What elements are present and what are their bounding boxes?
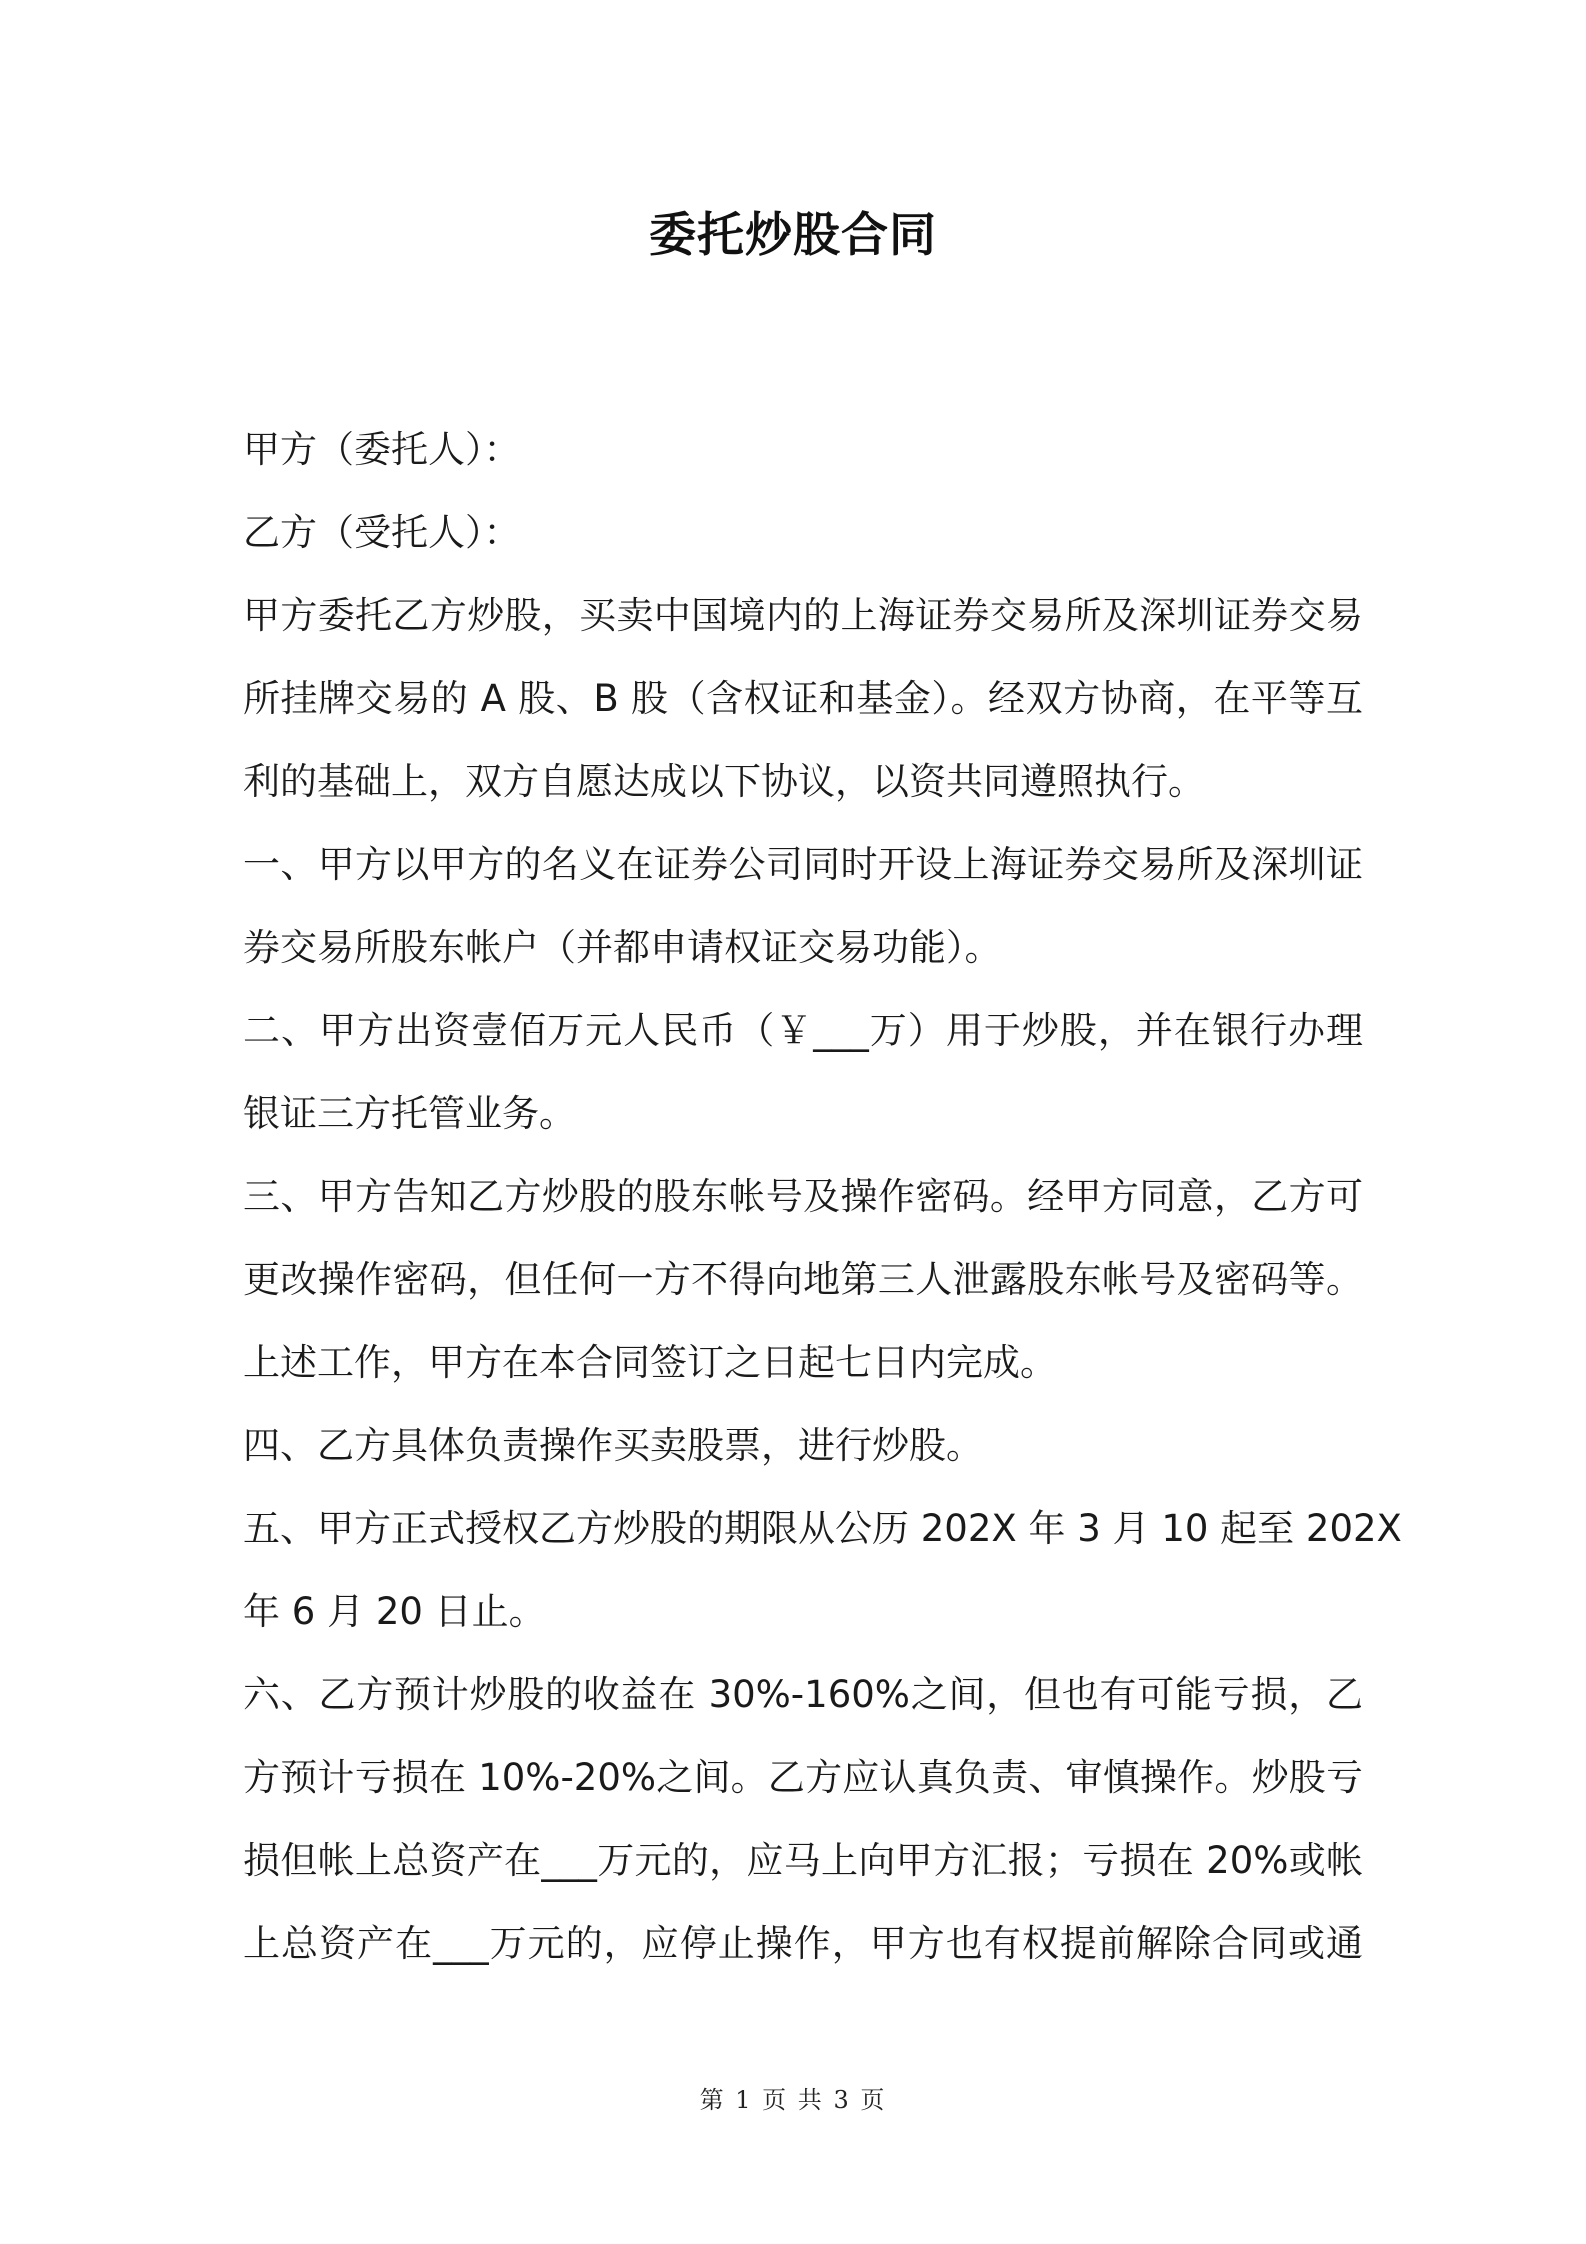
text-line: 损但帐上总资产在___万元的，应马上向甲方汇报；亏损在 20%或帐 — [243, 1839, 1363, 1882]
document-body — [243, 408, 1402, 1985]
text-line: 利的基础上，双方自愿达成以下协议，以资共同遵照执行。 — [243, 760, 1205, 803]
text-line: 银证三方托管业务。 — [243, 1092, 576, 1135]
text-line: 四、乙方具体负责操作买卖股票，进行炒股。 — [243, 1424, 983, 1467]
text-line: 年 6 月 20 日止。 — [243, 1590, 546, 1633]
text-line: 一、甲方以甲方的名义在证券公司同时开设上海证券交易所及深圳证 — [243, 843, 1363, 886]
text-line: 甲方（委托人）： — [243, 428, 521, 471]
document-title: 委托炒股合同 — [649, 208, 937, 263]
text-line: 所挂牌交易的 A 股、B 股（含权证和基金）。经双方协商，在平等互 — [243, 677, 1363, 720]
text-line: 上总资产在___万元的，应停止操作，甲方也有权提前解除合同或通 — [243, 1922, 1363, 1965]
text-line: 甲方委托乙方炒股，买卖中国境内的上海证券交易所及深圳证券交易 — [243, 594, 1363, 637]
text-line: 更改操作密码，但任何一方不得向地第三人泄露股东帐号及密码等。 — [243, 1258, 1363, 1301]
text-line: 六、乙方预计炒股的收益在 30%-160%之间，但也有可能亏损，乙 — [243, 1673, 1363, 1716]
text-line: 方预计亏损在 10%-20%之间。乙方应认真负责、审慎操作。炒股亏 — [243, 1756, 1363, 1799]
text-line: 三、甲方告知乙方炒股的股东帐号及操作密码。经甲方同意，乙方可 — [243, 1175, 1363, 1218]
text-line: 二、甲方出资壹佰万元人民币（￥___万）用于炒股，并在银行办理 — [243, 1009, 1363, 1052]
text-line: 乙方（受托人）： — [243, 511, 521, 554]
text-line: 券交易所股东帐户（并都申请权证交易功能）。 — [243, 926, 1002, 969]
text-line: 五、甲方正式授权乙方炒股的期限从公历 202X 年 3 月 10 起至 202X — [243, 1507, 1402, 1550]
page-footer: 第 1 页 共 3 页 — [699, 2086, 887, 2114]
text-line: 上述工作，甲方在本合同签订之日起七日内完成。 — [243, 1341, 1057, 1384]
